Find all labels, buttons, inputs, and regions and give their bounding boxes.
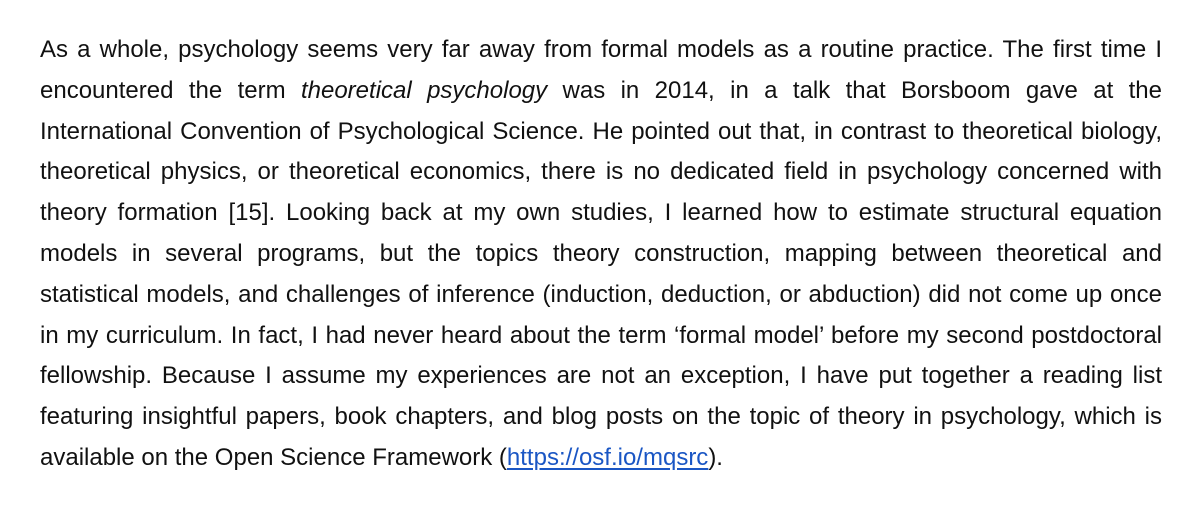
osf-link[interactable]: https://osf.io/mqsrc (506, 443, 709, 471)
paragraph-text-part-1: As a whole, psychology seems very far away from formal models as a routine practice. The first time I encountered the term (40, 36, 1162, 104)
emphasized-term: theoretical psychology (300, 76, 548, 104)
body-paragraph (40, 30, 1162, 479)
paragraph-text-part-3: ). (708, 443, 723, 471)
paragraph-text-part-2: was in 2014, in a talk that Borsboom gave at the International Convention of Psychological Science. He pointed out that, in contrast to theoretical biology, theoretical physics, or theoretical economics, there is no dedicated field in psychology concerned with theory formation [15]. Looking back at my own studies, I learned how to estimate structural equation models in several programs, but the topics theory construction, mapping between theoretical and statistical models, and challenges of inference (induction, deduction, or abduction) did not come up once in my curriculum. In fact, I had never heard about the term ‘formal model’ before my second postdoctoral fellowship. Because I assume my experiences are not an exception, I have put together a reading list featuring insightful papers, book chapters, and blog posts on the topic of theory in psychology, which is available on the Open Science Framework ( (40, 76, 1163, 471)
